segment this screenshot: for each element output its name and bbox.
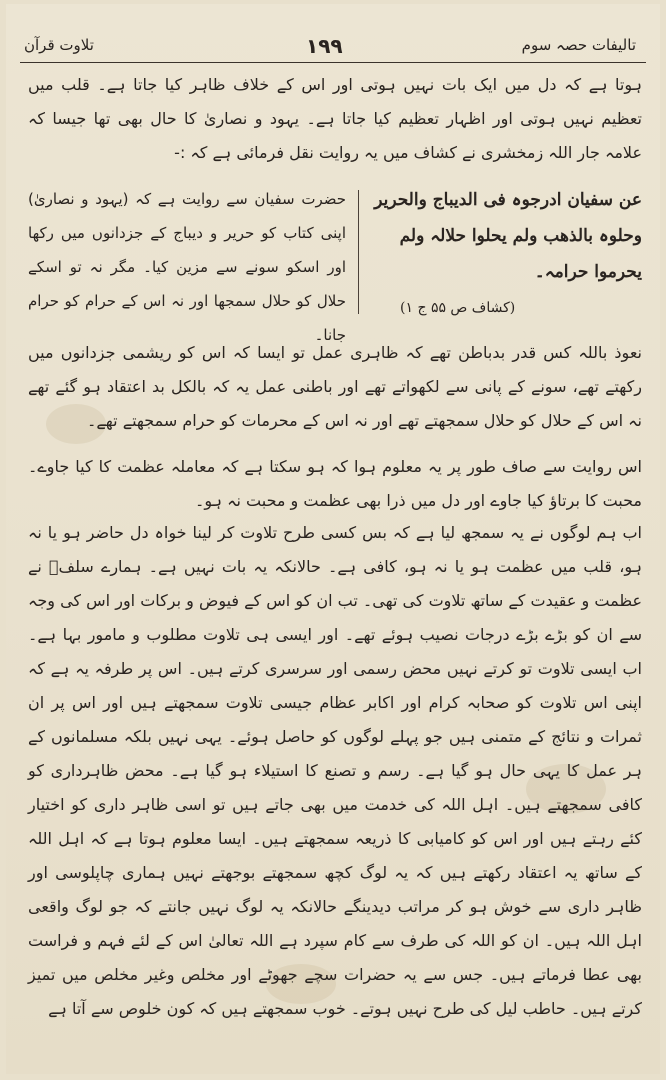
paragraph-lesson: اس روایت سے صاف طور پر یہ معلوم ہوا کہ ہو سکتا ہے کہ معاملہ عظمت کا کیا جاوے۔ محبت کا برتاؤ کیا جاوے اور دل میں ذرا بھی عظمت و محبت نہ ہو۔ — [28, 457, 642, 510]
book-title: تالیفات حصہ سوم — [521, 36, 636, 54]
paragraph-main: اب ہم لوگوں نے یہ سمجھ لیا ہے کہ بس کسی طرح تلاوت کر لینا خواہ دل حاضر ہو یا نہ ہو، قلب میں عظمت ہو یا نہ ہو، کافی ہے۔ حالانکہ یہ بات نہیں ہے۔ ہمارے سلفؒ نے عظمت و عقیدت کے ساتھ تلاوت کی تھی۔ تب ان کو اس کے فیوض و برکات اور اس کی وجہ سے ان کو بڑے بڑے درجات نصیب ہوئے تھے۔ اور ایسی ہی تلاوت مطلوب و مامور بہا ہے۔ اب ایسی تلاوت تو کرتے نہیں محض رسمی اور سرسری کرتے ہیں۔ اس پر طرفہ یہ ہے کہ اپنی اس تلاوت کو صحابہ کرام اور اکابر عظام جیسی تلاوت سمجھتے ہیں اور اس پر ان ثمرات و نتائج کے متمنی ہیں جو پہلے لوگوں کو حاصل ہوئے۔ یہی نہیں بلکہ مسلمانوں کے ہر عمل کا یہی حال ہو گیا ہے۔ رسم و تصنع کا استیلاء ہو گیا ہے۔ محض ظاہرداری کو کافی سمجھتے ہیں۔ اہل اللہ کی خدمت میں بھی جاتے ہیں تو اسی ظاہر داری کو اختیار کئے رہتے ہیں اور اس کو کامیابی کا ذریعہ سمجھتے ہیں۔ ایسا معلوم ہوتا ہے کہ اہل اللہ کے ساتھ یہ اعتقاد رکھتے ہیں کہ یہ لوگ کچھ سمجھتے بوجھتے نہیں ہماری چاپلوسی اور ظاہر داری سے خوش ہو کر مراتب دیدینگے حالانکہ یہ لوگ نہیں جانتے کہ جو لوگ واقعی اہل اللہ ہیں۔ ان کو اللہ کی طرف سے کام سپرد ہے اللہ تعالیٰ اس کے لئے فہم و فراست بھی عطا فرماتے ہیں۔ جس سے یہ حضرات سچے جھوٹے اور مخلص وغیر مخلص میں تمیز کرتے ہیں۔ حاطب لیل کی طرح نہیں ہوتے۔ خوب سمجھتے ہیں کہ کون خلوص سے آتا ہے — [28, 523, 642, 1018]
section-title: تلاوت قرآن — [24, 36, 94, 54]
page-header — [6, 4, 660, 74]
quotation-block — [28, 182, 642, 344]
column-divider — [358, 190, 359, 314]
paragraph-commentary: نعوذ باللہ کس قدر بدباطن تھے کہ ظاہری عمل تو ایسا کہ اس کو ریشمی جزدانوں میں رکھتے تھے، سونے کے پانی سے لکھواتے تھے اور باطنی عمل یہ کہ بالکل بد اعتقاد ہو گئے تھے نہ اس کے حلال کو حلال سمجھتے تھے اور نہ اس کے محرمات کو حرام سمجھتے تھے۔ — [28, 343, 642, 430]
arabic-reference: (کشاف ص ۵۵ ج ۱) — [400, 300, 516, 316]
urdu-translation: حضرت سفیان سے روایت ہے کہ (یہود و نصاریٰ) اپنی کتاب کو حریر و دیباج کے جزدانوں میں رکھا اور اسکو سونے سے مزین کیا۔ مگر نہ تو اسکے حلال کو حلال سمجھا اور نہ اس کے حرام کو حرام جانا۔ — [28, 190, 346, 344]
page-number: ۱۹۹ — [306, 34, 343, 58]
paragraph-intro: ہوتا ہے کہ دل میں ایک بات نہیں ہوتی اور اس کے خلاف ظاہر کیا جاتا ہے۔ قلب میں تعظیم نہیں ہوتی اور اظہار تعظیم کیا جاتا ہے۔ یہود و نصاریٰ کا حال بھی تھا جیسا کہ علامہ جار اللہ زمخشری نے کشاف میں یہ روایت نقل فرمائی ہے کہ :- — [28, 75, 642, 162]
arabic-text: عن سفیان ادرجوہ فی الدیباج والحریر وحلوہ بالذھب ولم یحلوا حلالہ ولم یحرموا حرامہ۔ — [374, 190, 642, 282]
arabic-quotation — [360, 182, 642, 326]
header-divider — [20, 62, 646, 63]
book-page — [6, 4, 660, 1074]
